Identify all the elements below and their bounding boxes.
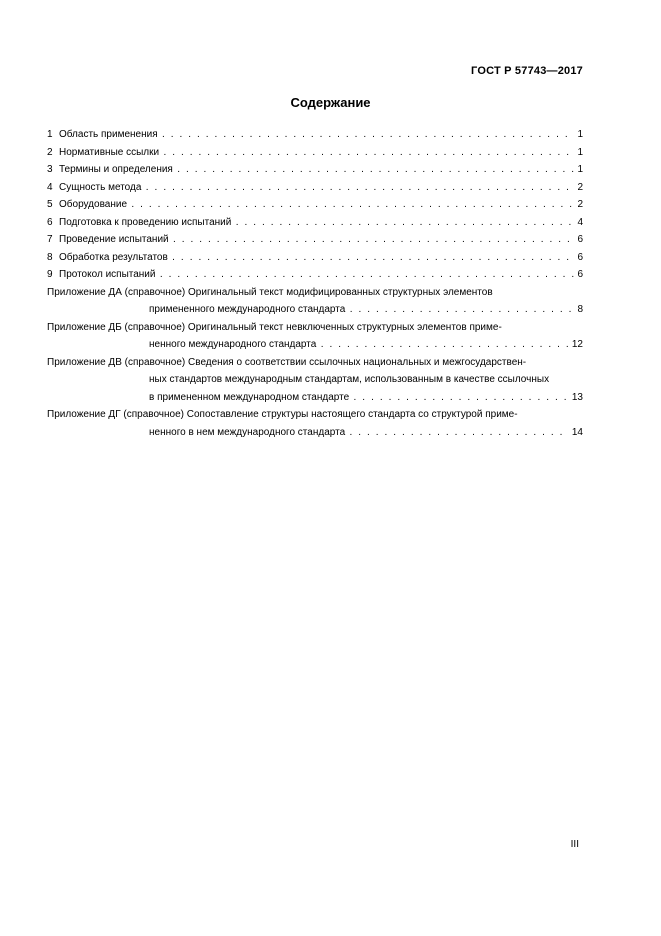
table-of-contents — [47, 126, 583, 441]
toc-label: Протокол испытаний — [59, 269, 156, 280]
page-title: Содержание — [290, 95, 371, 110]
toc-page: 14 — [571, 426, 583, 438]
toc-page: 4 — [577, 216, 583, 228]
toc-number: 1 — [47, 129, 53, 140]
toc-label: Подготовка к проведению испытаний — [59, 216, 232, 228]
toc-item[interactable] — [47, 266, 583, 284]
toc-page: 6 — [577, 269, 583, 280]
toc-item[interactable] — [47, 196, 583, 214]
toc-number: 7 — [47, 234, 53, 245]
toc-appendix-line: Приложение ДГ (справочное) Сопоставление структуры настоящего стандарта со структурой приме- — [47, 409, 518, 420]
toc-appendix-line: Приложение ДВ (справочное) Сведения о соответствии ссылочных национальных и межгосударствен- — [47, 356, 527, 368]
toc-page: 13 — [571, 391, 583, 403]
toc-label: Обработка результатов — [59, 251, 168, 263]
toc-item[interactable] — [47, 249, 583, 267]
toc-item[interactable] — [47, 179, 583, 197]
toc-number: 4 — [47, 181, 53, 193]
toc-appendix-line: ных стандартов международным стандартам, использованным в качестве ссылочных — [149, 374, 550, 385]
toc-number: 9 — [47, 269, 53, 280]
toc-number: 2 — [47, 146, 53, 158]
toc-appendix-line: ненного международного стандарта . . . — [149, 336, 569, 354]
toc-appendix-dv[interactable] — [47, 354, 583, 407]
toc-label: Нормативные ссылки — [59, 146, 160, 158]
toc-item[interactable] — [47, 231, 583, 249]
toc-appendix-line: Приложение ДА (справочное) Оригинальный текст модифицированных структурных элементов — [47, 286, 493, 298]
toc-label: Термины и определения — [59, 164, 173, 175]
toc-appendix-line: примененного международного стандарта . . . — [149, 301, 574, 319]
toc-appendix-line: ненного в нем международного стандарта . . . — [149, 424, 569, 442]
toc-page: 2 — [577, 199, 583, 210]
toc-page: 12 — [571, 339, 583, 350]
toc-label: Область применения — [59, 129, 158, 140]
toc-page: 2 — [577, 181, 583, 193]
toc-page: 6 — [577, 251, 583, 263]
toc-label: Проведение испытаний — [59, 234, 169, 245]
toc-appendix-db[interactable] — [47, 319, 583, 354]
toc-number: 6 — [47, 216, 53, 228]
toc-appendix-dg[interactable] — [47, 406, 583, 441]
document-code: ГОСТ Р 57743—2017 — [471, 65, 583, 77]
toc-number: 8 — [47, 251, 53, 263]
toc-item[interactable] — [47, 214, 583, 232]
toc-item[interactable] — [47, 144, 583, 162]
toc-page: 1 — [577, 146, 583, 158]
toc-appendix-line: Приложение ДБ (справочное) Оригинальный текст невключенных структурных элементов приме- — [47, 321, 502, 333]
toc-page: 8 — [577, 304, 583, 315]
toc-page: 1 — [577, 164, 583, 175]
toc-item[interactable] — [47, 126, 583, 144]
toc-label: Оборудование — [59, 199, 128, 210]
toc-number: 5 — [47, 199, 53, 210]
toc-page: 1 — [577, 129, 583, 140]
toc-appendix-line: в примененном международном стандарте . . . — [149, 389, 569, 407]
toc-appendix-da[interactable] — [47, 284, 583, 319]
toc-item[interactable] — [47, 161, 583, 179]
toc-page: 6 — [577, 234, 583, 245]
toc-number: 3 — [47, 164, 53, 175]
toc-label: Сущность метода — [59, 181, 142, 193]
page-number: III — [570, 839, 579, 850]
